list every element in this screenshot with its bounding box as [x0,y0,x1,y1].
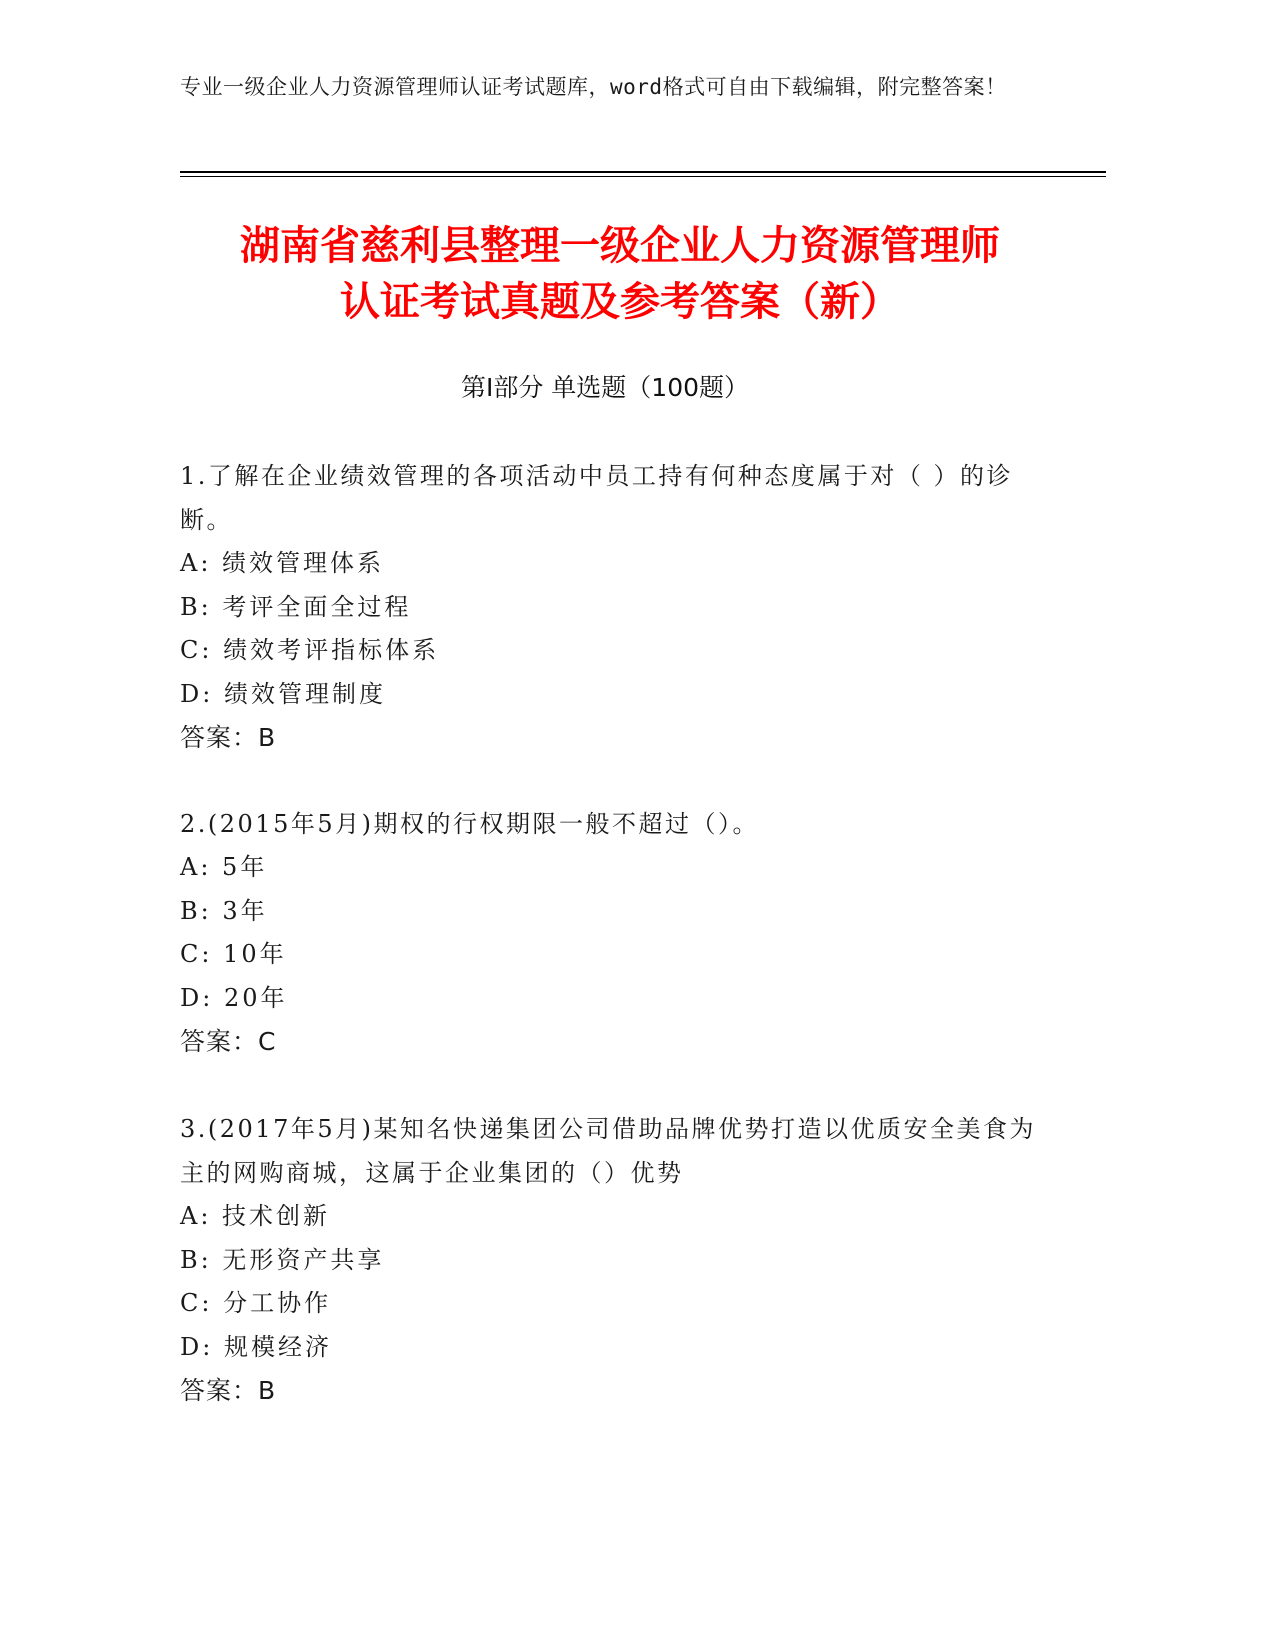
option-a: A: 绩效管理体系 [180,549,385,577]
answer: 答案：B [180,723,277,752]
option-c: C: 10年 [180,940,287,968]
title-line-1: 湖南省慈利县整理一级企业人力资源管理师 [240,223,1000,269]
question-stem: 3.(2017年5月)某知名快递集团公司借助品牌优势打造以优质安全美食为主的网购商城，这属于企业集团的（）优势 [180,1115,1036,1187]
answer: 答案：C [180,1027,277,1056]
title-line-2: 认证考试真题及参考答案（新） [340,279,900,325]
option-c: C: 分工协作 [180,1289,332,1317]
question-stem: 2.(2015年5月)期权的行权期限一般不超过（）。 [180,810,759,838]
question-2 [180,802,1040,1064]
question-3 [180,1107,1040,1413]
section-title: 第Ⅰ部分 单选题（100题） [460,373,750,402]
option-a: A: 技术创新 [180,1202,331,1230]
question-stem: 1.了解在企业绩效管理的各项活动中员工持有何种态度属于对（ ）的诊断。 [180,462,1014,534]
option-b: B: 无形资产共享 [180,1245,385,1274]
option-b: B: 3年 [180,896,268,925]
question-1 [180,454,1040,760]
option-d: D: 20年 [180,983,288,1012]
option-c: C: 绩效考评指标体系 [180,636,440,664]
header-divider [180,171,1106,173]
document-title [120,218,1120,330]
header-divider-thin [180,176,1106,177]
option-b: B: 考评全面全过程 [180,592,412,621]
header-note: 专业一级企业人力资源管理师认证考试题库，word格式可自由下载编辑，附完整答案！ [180,75,1007,99]
option-d: D: 规模经济 [180,1332,332,1361]
option-a: A: 5年 [180,853,268,881]
answer: 答案：B [180,1376,277,1405]
option-d: D: 绩效管理制度 [180,679,386,708]
